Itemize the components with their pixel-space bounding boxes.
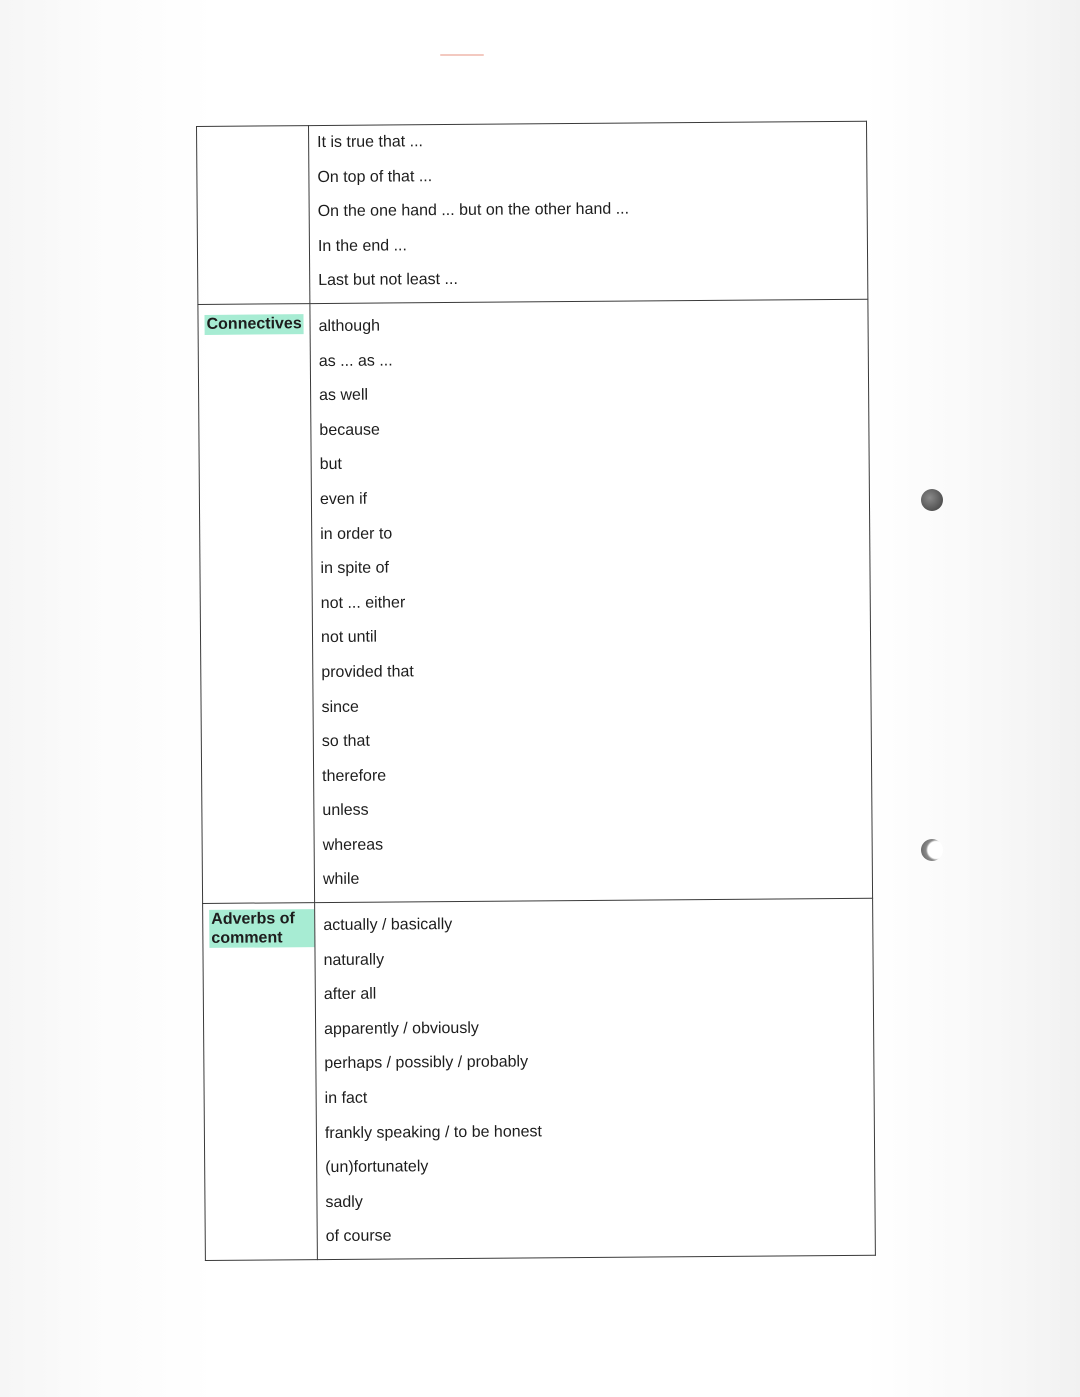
list-item: as ... as ...	[318, 352, 393, 370]
list-item: Last but not least ...	[318, 271, 458, 290]
row-heading-cell	[197, 126, 310, 305]
list-item: apparently / obviously	[324, 1019, 479, 1038]
row-heading-cell	[198, 304, 315, 904]
list-item: On top of that ...	[317, 167, 433, 186]
list-item: therefore	[322, 767, 387, 785]
table-row-intro-phrases	[197, 121, 868, 304]
list-item: after all	[323, 985, 377, 1004]
row-heading-cell	[203, 903, 318, 1261]
list-item: whereas	[322, 836, 384, 854]
punch-hole-top	[921, 489, 943, 511]
entries-cell	[315, 898, 876, 1259]
list-item: because	[319, 421, 380, 439]
list-item: On the one hand ... but on the other hand ...	[317, 200, 630, 221]
list-item: It is true that ...	[317, 133, 424, 152]
list-item: perhaps / possibly / probably	[324, 1053, 529, 1073]
list-item: in fact	[324, 1089, 368, 1108]
row-heading-connectives: Connectives	[204, 314, 303, 335]
list-item: (un)fortunately	[325, 1158, 429, 1177]
pen-mark	[440, 54, 484, 56]
list-item: although	[318, 317, 381, 336]
list-item: sadly	[325, 1193, 363, 1211]
list-item: naturally	[323, 951, 385, 969]
table-row-adverbs-of-comment	[203, 898, 876, 1260]
punch-hole-bottom	[921, 839, 943, 861]
list-item: not ... either	[320, 594, 406, 612]
list-item: since	[321, 698, 359, 716]
list-item: in spite of	[320, 559, 390, 578]
list-item: In the end ...	[317, 237, 407, 255]
list-item: while	[322, 871, 360, 889]
list-item: not until	[320, 628, 378, 647]
table-row-connectives	[198, 299, 873, 903]
list-item: of course	[325, 1227, 392, 1246]
list-item: as well	[319, 386, 369, 405]
row-heading-adverbs-of-comment: Adverbs of comment	[209, 909, 314, 948]
list-item: but	[319, 456, 342, 474]
entries-cell	[310, 299, 873, 902]
list-item: actually / basically	[323, 916, 453, 935]
list-item: frankly speaking / to be honest	[324, 1122, 543, 1142]
vocabulary-table	[196, 121, 876, 1261]
list-item: provided that	[321, 663, 414, 681]
list-item: even if	[319, 490, 368, 508]
list-item: unless	[322, 801, 369, 820]
entries-cell	[309, 121, 868, 303]
list-item: in order to	[320, 525, 393, 543]
list-item: so that	[321, 732, 370, 751]
